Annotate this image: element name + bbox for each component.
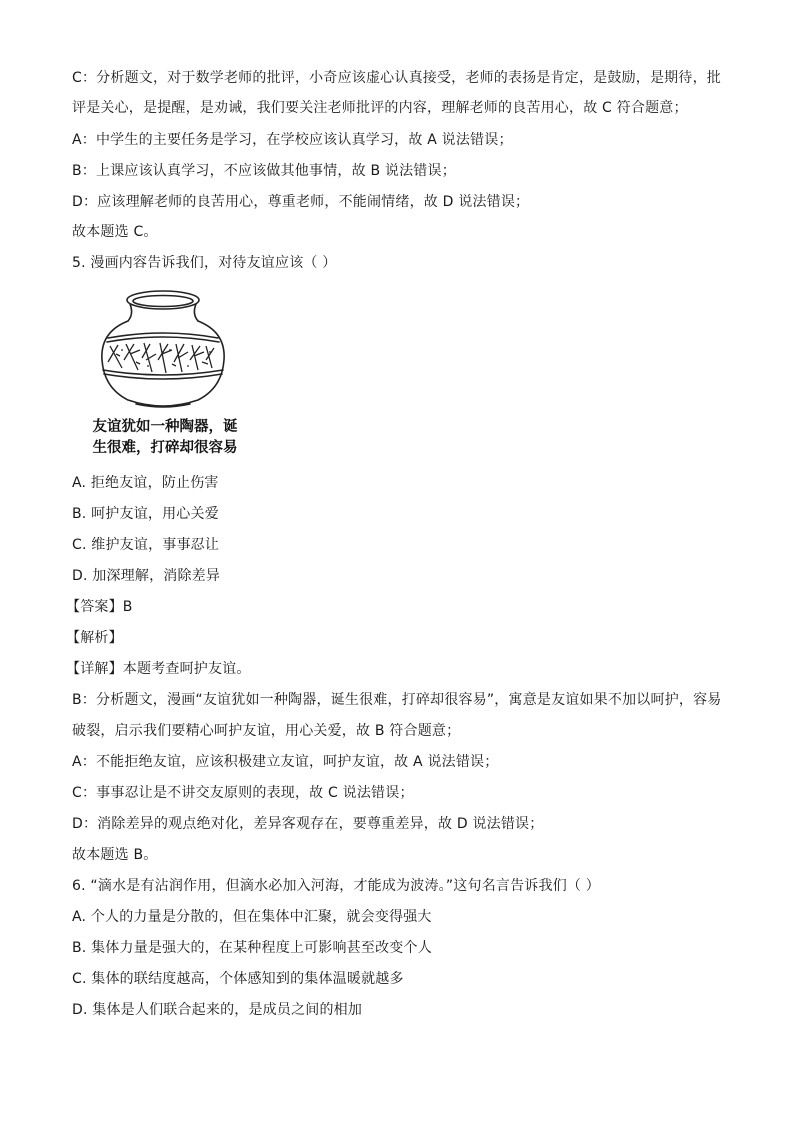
q5-analysis-label: 【解析】 <box>66 630 123 646</box>
q4-conclusion: 故本题选 C。 <box>72 224 158 240</box>
q5-analysis-d-line: D：消除差异的观点绝对化，差异客观存在，要尊重差异，故 D 说法错误； <box>72 816 544 832</box>
q5-option-c: C. 维护友谊，事事忍让 <box>72 537 220 553</box>
q4-analysis-a-line: A：中学生的主要任务是学习，在学校应该认真学习，故 A 说法错误； <box>72 132 513 148</box>
q5-detail: 【详解】本题考查呵护友谊。 <box>66 661 251 677</box>
q4-analysis-b-line: B：上课应该认真学习，不应该做其他事情，故 B 说法错误； <box>72 163 456 179</box>
q5-analysis-b-line1: B：分析题文，漫画“友谊犹如一种陶器，诞生很难，打碎却很容易”，寓意是友谊如果不加以呵护，容易 <box>72 692 722 708</box>
q4-analysis-c-line1: C：分析题文，对于数学老师的批评，小奇应该虚心认真接受，老师的表扬是肯定，是鼓励，是期待，批 <box>72 70 721 86</box>
cartoon-caption-line1: 友谊犹如一种陶器，诞 <box>92 419 238 435</box>
q6-option-b: B. 集体力量是强大的，在某种程度上可影响甚至改变个人 <box>72 940 432 956</box>
q5-option-b: B. 呵护友谊，用心关爱 <box>72 506 219 522</box>
q6-option-a: A. 个人的力量是分散的，但在集体中汇聚，就会变得强大 <box>72 909 432 925</box>
q5-analysis-a-line: A：不能拒绝友谊，应该积极建立友谊，呵护友谊，故 A 说法错误； <box>72 754 499 770</box>
q5-answer: 【答案】B <box>66 599 133 615</box>
q5-analysis-c-line: C：事事忍让是不讲交友原则的表现，故 C 说法错误； <box>72 785 414 801</box>
q6-option-c: C. 集体的联结度越高，个体感知到的集体温暖就越多 <box>72 971 404 987</box>
q5-conclusion: 故本题选 B。 <box>72 847 158 863</box>
q5-option-d: D. 加深理解，消除差异 <box>72 568 221 584</box>
q4-analysis-d-line: D：应该理解老师的良苦用心，尊重老师，不能闹情绪，故 D 说法错误； <box>72 194 530 210</box>
q5-option-a: A. 拒绝友谊，防止伤害 <box>72 475 219 491</box>
q5-analysis-b-line2: 破裂，启示我们要精心呵护友谊，用心关爱，故 B 符合题意； <box>72 723 461 739</box>
q5-stem: 5. 漫画内容告诉我们，对待友谊应该（ ） <box>72 255 337 271</box>
q4-analysis-c-line2: 评是关心，是提醒，是劝诫，我们要关注老师批评的内容，理解老师的良苦用心，故 C 符合题意； <box>72 100 688 116</box>
cartoon-caption-line2: 生很难，打碎却很容易 <box>92 440 238 456</box>
q6-option-d: D. 集体是人们联合起来的，是成员之间的相加 <box>72 1002 363 1018</box>
q6-stem: 6. “滴水是有沾润作用，但滴水必加入河海，才能成为波涛。”这句名言告诉我们（ ） <box>72 878 600 894</box>
